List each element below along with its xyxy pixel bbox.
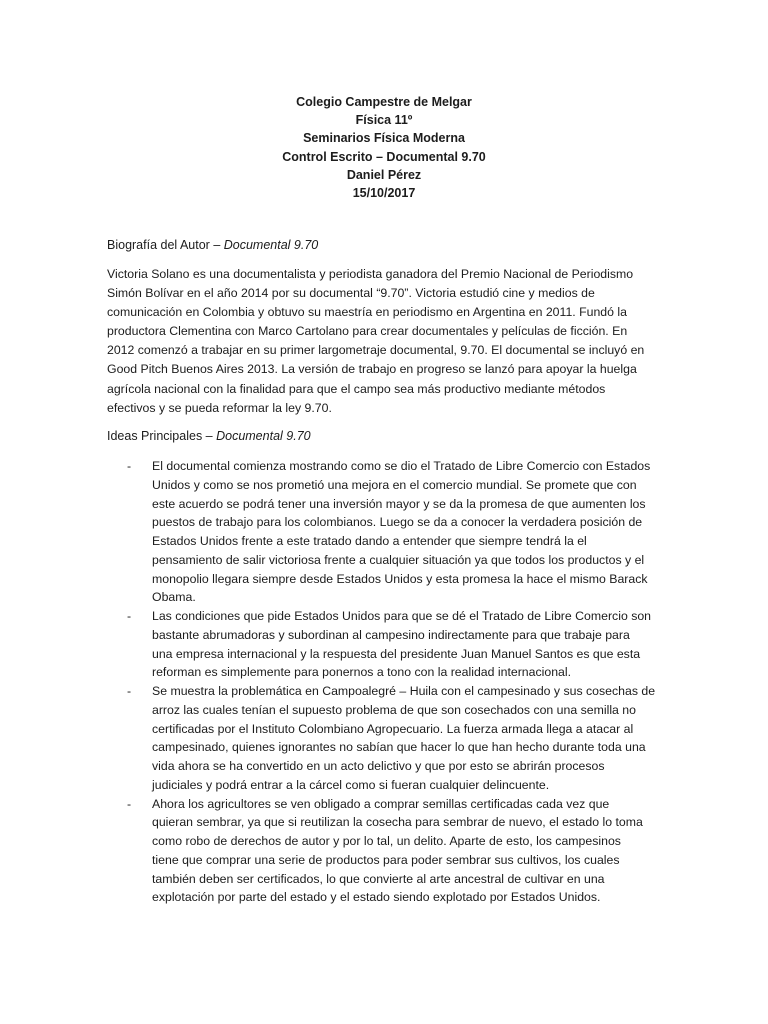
bullet-line: Estados Unidos frente a este tratado dando a entender que siempre tendrá la el — [152, 534, 587, 548]
bullet-item — [107, 607, 677, 682]
bullet-line: Obama. — [152, 590, 196, 605]
subject: Física 11º — [355, 113, 413, 128]
bullet-line: puestos de trabajo para los colombianos. Luego se da a conocer la verdadera posición de — [152, 515, 643, 530]
bullet-line: judiciales y podrá entrar a la cárcel como si fueran cualquier delincuente. — [152, 777, 550, 792]
document-header — [0, 93, 768, 202]
bio-line: Simón Bolívar en el año 2014 por su documental “9.70”. Victoria estudió cine y medios de — [107, 286, 595, 301]
course-name: Seminarios Física Moderna — [303, 131, 465, 146]
bio-line: agrícola nacional con la finalidad para que el campo sea más productivo mediante métodos — [107, 381, 606, 396]
bullet-line: Unidos y como se nos prometió una mejora en el comercio mundial. Se promete que con — [152, 477, 637, 492]
bullet-line: quieran sembrar, ya que si reutilizan la cosecha para sembrar de nuevo, el estado lo toma — [152, 815, 643, 830]
bullet-item — [107, 795, 677, 908]
bullet-line: como robo de derechos de autor y por lo tal, un delito. Aparte de esto, los campesinos — [152, 834, 621, 848]
bullet-line: monopolio llegara siempre desde Estados Unidos y esta promesa la hace el mismo Barack — [152, 571, 648, 586]
bullet-line: una empresa internacional y la respuesta del presidente Juan Manuel Santos es que esta — [152, 646, 641, 661]
bullet-marker: - — [127, 609, 132, 623]
bio-section-title — [107, 236, 318, 254]
ideas-section-title — [107, 427, 311, 445]
school-name: Colegio Campestre de Melgar — [296, 95, 472, 109]
bio-line: 2012 comenzó a trabajar en su primer largometraje documental, 9.70. El documental se incluyó en — [107, 343, 645, 358]
bullet-marker: - — [127, 684, 132, 698]
bullet-item — [107, 682, 677, 795]
bullet-line: arroz las cuales tenían el supuesto problema de que son cosechados con una semilla no — [152, 702, 636, 717]
bullet-line: Ahora los agricultores se ven obligado a comprar semillas certificadas cada vez que — [152, 796, 610, 811]
bio-line: productora Clementina con Marco Cartolano para crear documentales y películas de ficción. En — [107, 324, 628, 339]
bullet-line: campesinado, quienes ignorantes no sabían que hacer lo que han hecho durante toda una — [152, 740, 646, 755]
document-date: 15/10/2017 — [352, 186, 416, 201]
bullet-line: El documental comienza mostrando como se dio el Tratado de Libre Comercio con Estados — [152, 459, 651, 473]
bio-title-italic: Documental 9.70 — [223, 238, 319, 252]
bullet-item — [107, 457, 677, 607]
bullet-line: este acuerdo se podrá tener una inversión mayor y se da la promesa de que aumenten los — [152, 496, 646, 511]
bullet-line: Las condiciones que pide Estados Unidos para que se dé el Tratado de Libre Comercio son — [152, 609, 652, 623]
bullet-line: explotación por parte del estado y el estado siendo explotado por Estados Unidos. — [152, 890, 601, 905]
ideas-title-text: Ideas Principales – — [107, 429, 217, 443]
bio-title-text: Biografía del Autor – — [107, 238, 224, 252]
bio-paragraph — [107, 265, 667, 418]
assignment-title: Control Escrito – Documental 9.70 — [282, 149, 486, 164]
author-name: Daniel Pérez — [346, 167, 422, 182]
bullet-marker: - — [127, 459, 132, 473]
bullet-line: también deben ser certificados, lo que convierte al arte ancestral de cultivar en una — [152, 871, 605, 886]
bio-line: Victoria Solano es una documentalista y periodista ganadora del Premio Nacional de Periodismo — [107, 267, 634, 281]
bullet-line: bastante abrumadoras y subordinan al campesino indirectamente para que trabaje para — [152, 627, 630, 642]
bio-line: Good Pitch Buenos Aires 2013. La versión de trabajo en progreso se lanzó para apoyar la huelga — [107, 362, 637, 377]
bio-line: efectivos y se pueda reformar la ley 9.70. — [107, 400, 332, 415]
bullet-line: certificadas por el Instituto Colombiano Agropecuario. La fuerza armada llega a atacar al — [152, 721, 634, 736]
bullet-line: reforman es simplemente para ponernos a tono con la realidad internacional. — [152, 665, 572, 680]
bullet-line: Se muestra la problemática en Campoalegré – Huila con el campesinado y sus cosechas de — [152, 684, 656, 698]
bullet-line: tiene que comprar una serie de productos para poder sembrar sus cultivos, los cuales — [152, 852, 620, 867]
bio-line: comunicación en Colombia y obtuvo su maestría en periodismo en Argentina en 2011. Fundó la — [107, 305, 627, 320]
bullet-line: vida ahora se ha convertido en un acto delictivo y que por esto se abrirán procesos — [152, 759, 605, 773]
bullet-line: pensamiento de salir victoriosa frente a cualquier situación ya que todos los productos y el — [152, 552, 645, 567]
ideas-title-italic: Documental 9.70 — [216, 429, 311, 443]
bullet-marker: - — [127, 796, 132, 811]
ideas-bullet-list — [107, 457, 677, 907]
